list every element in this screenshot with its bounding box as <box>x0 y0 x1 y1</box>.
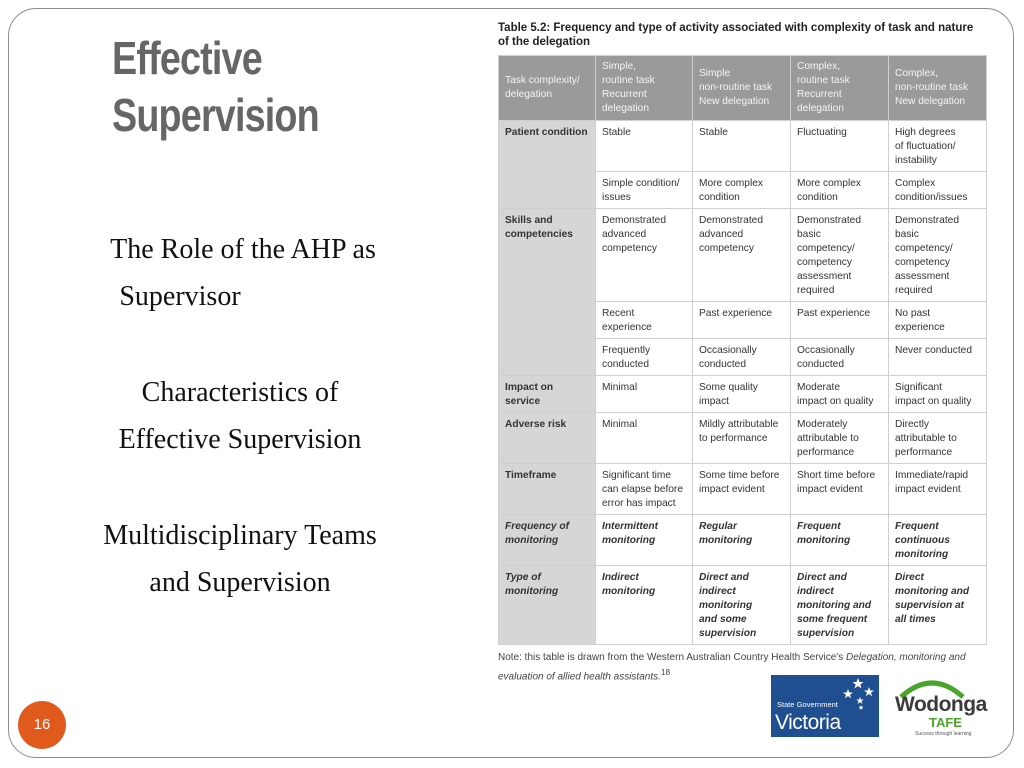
cell-line: Direct <box>895 572 924 583</box>
cell-line: Frequent <box>895 521 939 532</box>
table-cell <box>693 376 791 413</box>
cell-line: impact on quality <box>797 396 874 407</box>
victoria-logo <box>771 675 879 737</box>
header-line: Simple <box>699 68 731 79</box>
victoria-logo-small-text: State Government <box>777 700 838 709</box>
southern-cross-icon <box>836 677 874 711</box>
cell-line: Stable <box>699 127 728 138</box>
cell-line: and some <box>699 614 747 625</box>
cell-line: impact evident <box>895 484 961 495</box>
cell-line: attributable to <box>797 433 859 444</box>
cell-line: Indirect <box>602 572 639 583</box>
cell-line: Short time before <box>797 470 876 481</box>
table-cell <box>889 413 987 464</box>
table-body <box>499 121 987 645</box>
cell-line: continuous <box>895 535 950 546</box>
table-cell <box>596 413 693 464</box>
cell-line: Intermittent <box>602 521 659 532</box>
header-line: Complex, <box>895 68 939 79</box>
table-cell <box>791 566 889 645</box>
wodonga-logo-tafe: TAFE <box>929 715 962 730</box>
cell-line: conducted <box>602 359 650 370</box>
cell-line: advanced <box>602 229 647 240</box>
cell-line: required <box>797 285 835 296</box>
cell-line: performance <box>895 447 953 458</box>
cell-line: assessment <box>895 271 950 282</box>
cell-line: Moderately <box>797 419 848 430</box>
bullet-characteristics <box>55 369 425 463</box>
table-cell <box>693 464 791 515</box>
cell-line: Moderate <box>797 382 841 393</box>
cell-line: Demonstrated <box>797 215 861 226</box>
wodonga-logo-tagline: Success through learning <box>915 731 972 737</box>
table-cell <box>889 566 987 645</box>
table-cell <box>889 464 987 515</box>
table-cell <box>889 209 987 302</box>
cell-line: Demonstrated <box>699 215 763 226</box>
bullet-multidisciplinary <box>55 512 425 606</box>
cell-line: Fluctuating <box>797 127 847 138</box>
row-label: Type of monitoring <box>499 566 596 645</box>
cell-line: Minimal <box>602 419 638 430</box>
cell-line: issues <box>602 192 631 203</box>
table-cell <box>693 339 791 376</box>
cell-line: supervision at <box>895 600 965 611</box>
table-cell <box>791 515 889 566</box>
table-cell <box>693 121 791 172</box>
cell-line: Occasionally <box>699 345 757 356</box>
column-header <box>791 56 889 121</box>
bullet-line: and Supervision <box>149 567 331 598</box>
cell-line: Significant <box>895 382 943 393</box>
cell-line: Direct and <box>797 572 847 583</box>
cell-line: condition <box>797 192 838 203</box>
cell-line: Direct and <box>699 572 749 583</box>
header-line: delegation <box>505 89 553 100</box>
column-header <box>499 56 596 121</box>
cell-line: monitoring <box>797 535 851 546</box>
cell-line: can elapse before <box>602 484 683 495</box>
header-line: Recurrent <box>602 89 647 100</box>
table-row <box>499 376 987 413</box>
bullet-line: Supervisor <box>119 281 241 312</box>
title-line: Effective <box>112 32 262 84</box>
cell-line: basic <box>895 229 919 240</box>
cell-line: impact on quality <box>895 396 972 407</box>
cell-line: More complex <box>797 178 861 189</box>
cell-line: impact evident <box>797 484 863 495</box>
cell-line: Some quality <box>699 382 758 393</box>
bullet-line: Multidisciplinary Teams <box>103 520 377 551</box>
table-cell <box>791 209 889 302</box>
cell-line: some frequent <box>797 614 868 625</box>
cell-line: Recent <box>602 308 635 319</box>
delegation-table <box>498 55 987 645</box>
cell-line: all times <box>895 614 936 625</box>
table-cell <box>693 413 791 464</box>
table-cell <box>693 209 791 302</box>
note-text: Note: this table is drawn from the Western Australian Country Health Service's <box>498 652 846 663</box>
table-cell <box>596 566 693 645</box>
cell-line: competency/ <box>797 243 855 254</box>
cell-line: monitoring and <box>895 586 970 597</box>
page-number-badge: 16 <box>18 701 66 749</box>
cell-line: Some time before <box>699 470 780 481</box>
cell-line: required <box>895 285 933 296</box>
header-line: Recurrent <box>797 89 842 100</box>
cell-line: monitoring and <box>797 600 872 611</box>
note-reference: 18 <box>660 667 671 677</box>
cell-line: monitoring <box>699 535 753 546</box>
table-row <box>499 413 987 464</box>
row-label: Timeframe <box>499 464 596 515</box>
cell-line: attributable to <box>895 433 957 444</box>
cell-line: Directly <box>895 419 929 430</box>
cell-line: Frequently <box>602 345 651 356</box>
cell-line: Past experience <box>699 308 773 319</box>
cell-line: monitoring <box>602 586 656 597</box>
table-cell <box>791 464 889 515</box>
row-label: Impact on service <box>499 376 596 413</box>
column-header <box>596 56 693 121</box>
cell-line: Frequent <box>797 521 841 532</box>
cell-line: monitoring <box>895 549 949 560</box>
wodonga-logo-name: Wodonga <box>895 693 987 716</box>
table-cell <box>596 302 693 339</box>
cell-line: Regular <box>699 521 737 532</box>
bullet-role-of-ahp <box>55 226 425 320</box>
table-cell <box>889 172 987 209</box>
header-line: Task complexity/ <box>505 75 580 86</box>
header-line: Complex, <box>797 61 841 72</box>
cell-line: performance <box>797 447 855 458</box>
header-line: non-routine task <box>699 82 773 93</box>
bullet-line: Effective Supervision <box>118 424 362 455</box>
table-cell <box>791 302 889 339</box>
cell-line: Complex <box>895 178 936 189</box>
cell-line: monitoring <box>602 535 656 546</box>
table-cell <box>596 515 693 566</box>
cell-line: conducted <box>797 359 845 370</box>
table-cell <box>791 413 889 464</box>
table-cell <box>596 172 693 209</box>
cell-line: competency <box>602 243 657 254</box>
cell-line: Stable <box>602 127 631 138</box>
table-cell <box>596 121 693 172</box>
table-cell <box>596 339 693 376</box>
cell-line: to performance <box>699 433 768 444</box>
cell-line: advanced <box>699 229 744 240</box>
cell-line: impact <box>699 396 730 407</box>
cell-line: High degrees <box>895 127 956 138</box>
cell-line: competency <box>797 257 852 268</box>
table-row <box>499 515 987 566</box>
cell-line: Never conducted <box>895 345 973 356</box>
header-line: New delegation <box>699 96 770 107</box>
table-header-row <box>499 56 987 121</box>
table-cell <box>693 515 791 566</box>
table-cell <box>889 121 987 172</box>
table-caption: Table 5.2: Frequency and type of activity associated with complexity of task and nature of the delegation <box>498 22 974 48</box>
cell-line: condition <box>699 192 740 203</box>
header-line: non-routine task <box>895 82 969 93</box>
table-cell <box>791 339 889 376</box>
cell-line: supervision <box>797 628 855 639</box>
header-line: delegation <box>602 103 650 114</box>
cell-line: Simple condition/ <box>602 178 680 189</box>
cell-line: experience <box>602 322 652 333</box>
header-line: routine task <box>797 75 850 86</box>
cell-line: competency <box>699 243 754 254</box>
cell-line: No past <box>895 308 931 319</box>
table-cell <box>889 339 987 376</box>
header-line: routine task <box>602 75 655 86</box>
header-line: delegation <box>797 103 845 114</box>
table-cell <box>889 515 987 566</box>
table-cell <box>596 464 693 515</box>
cell-line: instability <box>895 155 937 166</box>
cell-line: condition/issues <box>895 192 968 203</box>
title-line: Supervision <box>112 89 319 141</box>
column-header <box>889 56 987 121</box>
row-label: Skills and competencies <box>499 209 596 376</box>
cell-line: supervision <box>699 628 757 639</box>
cell-line: competency <box>895 257 950 268</box>
cell-line: Occasionally <box>797 345 855 356</box>
table-cell <box>693 302 791 339</box>
row-label: Frequency of monitoring <box>499 515 596 566</box>
table-cell <box>791 172 889 209</box>
cell-line: error has impact <box>602 498 676 509</box>
note-source-title: Delegation, monitoring and evaluation of allied health assistants. <box>498 652 966 683</box>
slide-title <box>112 30 391 144</box>
table-cell <box>596 376 693 413</box>
table-cell <box>889 376 987 413</box>
header-line: New delegation <box>895 96 966 107</box>
cell-line: indirect <box>699 586 736 597</box>
cell-line: basic <box>797 229 821 240</box>
row-label: Patient condition <box>499 121 596 209</box>
row-label: Adverse risk <box>499 413 596 464</box>
victoria-logo-name: Victoria <box>775 711 841 734</box>
table-cell <box>693 172 791 209</box>
table-row <box>499 209 987 302</box>
bullet-line: The Role of the AHP as <box>110 234 376 265</box>
cell-line: More complex <box>699 178 763 189</box>
cell-line: competency/ <box>895 243 953 254</box>
cell-line: indirect <box>797 586 834 597</box>
cell-line: Past experience <box>797 308 871 319</box>
cell-line: monitoring <box>699 600 753 611</box>
table-cell <box>791 121 889 172</box>
cell-line: Demonstrated <box>895 215 959 226</box>
table-row <box>499 464 987 515</box>
column-header <box>693 56 791 121</box>
cell-line: of fluctuation/ <box>895 141 956 152</box>
cell-line: Significant time <box>602 470 672 481</box>
table-header <box>499 56 987 121</box>
cell-line: conducted <box>699 359 747 370</box>
table-row <box>499 121 987 172</box>
table-row <box>499 566 987 645</box>
cell-line: Minimal <box>602 382 638 393</box>
cell-line: Immediate/rapid <box>895 470 969 481</box>
cell-line: impact evident <box>699 484 765 495</box>
cell-line: assessment <box>797 271 852 282</box>
table-cell <box>791 376 889 413</box>
cell-line: experience <box>895 322 945 333</box>
cell-line: Demonstrated <box>602 215 666 226</box>
table-cell <box>889 302 987 339</box>
cell-line: Mildly attributable <box>699 419 779 430</box>
wodonga-tafe-logo <box>893 675 999 741</box>
bullet-line: Characteristics of <box>141 377 339 408</box>
header-line: Simple, <box>602 61 636 72</box>
table-cell <box>693 566 791 645</box>
table-cell <box>596 209 693 302</box>
